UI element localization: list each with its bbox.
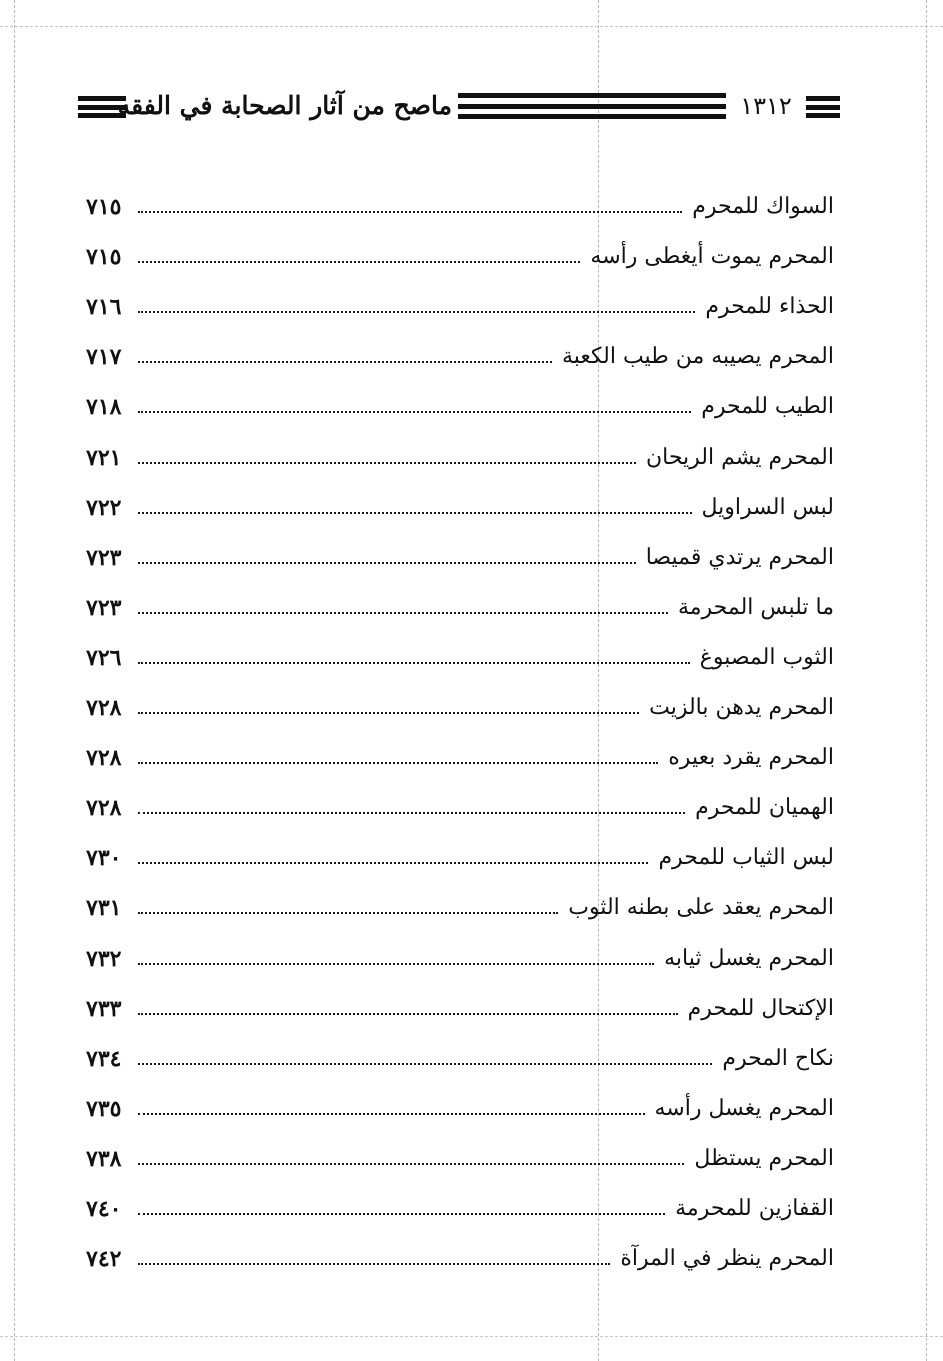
toc-entry: [86, 1224, 834, 1274]
toc-entry-title: نكاح المحرم: [722, 1045, 834, 1071]
toc-entry: [86, 172, 834, 222]
toc-entry-title: لبس الثياب للمحرم: [658, 845, 834, 871]
toc-entry-title: الإكتحال للمحرم: [687, 995, 834, 1021]
header-title: ماصح من آثار الصحابة في الفقه: [117, 91, 452, 120]
margin-guide-top: [0, 26, 943, 27]
dot-leader: [138, 211, 682, 213]
toc-entry: [86, 473, 834, 523]
dot-leader: [138, 512, 692, 514]
toc-entry: [86, 1124, 834, 1174]
dot-leader: [138, 411, 691, 413]
header-rule-middle: [458, 93, 726, 119]
toc-entry-page-number: ٧٢٣: [86, 544, 122, 571]
toc-entry: [86, 272, 834, 322]
toc-entry-page-number: ٧٤٢: [86, 1246, 122, 1273]
dot-leader: [138, 1013, 678, 1015]
toc-entry: [86, 923, 834, 973]
toc-entry-title: الهميان للمحرم: [695, 795, 834, 821]
dot-leader: [138, 1063, 712, 1065]
toc-entry-title: المحرم ينظر في المرآة: [620, 1246, 834, 1272]
toc-entry-title: المحرم يقرد بعيره: [668, 745, 834, 771]
toc-entry-page-number: ٧٢٦: [86, 644, 122, 671]
toc-entry-title: المحرم يدهن بالزيت: [649, 695, 834, 721]
toc-entry-page-number: ٧١٥: [86, 244, 122, 271]
toc-entry-page-number: ٧٤٠: [86, 1195, 122, 1222]
toc-entry: [86, 773, 834, 823]
dot-leader: [138, 612, 668, 614]
toc-entry: [86, 673, 834, 723]
toc-entry-title: ما تلبس المحرمة: [677, 594, 834, 620]
header-rule-right: [806, 96, 840, 118]
dot-leader: [138, 662, 690, 664]
dot-leader: [138, 1163, 684, 1165]
dot-leader: [138, 1213, 665, 1215]
toc-entry: [86, 322, 834, 372]
toc-entry: [86, 573, 834, 623]
toc-entry-page-number: ٧٣١: [86, 895, 122, 922]
dot-leader: [138, 862, 648, 864]
toc-entry: [86, 222, 834, 272]
toc-entry-page-number: ٧٣٣: [86, 995, 122, 1022]
dot-leader: [138, 912, 558, 914]
toc-entry-title: الحذاء للمحرم: [705, 294, 834, 320]
toc-entry: [86, 1024, 834, 1074]
toc-entry: [86, 823, 834, 873]
dot-leader: [138, 963, 654, 965]
dot-leader: [138, 762, 658, 764]
toc-entry-title: لبس السراويل: [701, 494, 834, 520]
toc-entry-page-number: ٧١٥: [86, 194, 122, 221]
header-page-number: ١٣١٢: [740, 92, 792, 120]
toc-entry-page-number: ٧٣٤: [86, 1045, 122, 1072]
toc-entry: [86, 372, 834, 422]
toc-entry-title: المحرم يموت أيغطى رأسه: [590, 244, 834, 270]
dot-leader: [138, 462, 636, 464]
toc-entry-page-number: ٧١٧: [86, 344, 122, 371]
dot-leader: [138, 1113, 645, 1115]
toc-entry-title: الطيب للمحرم: [701, 394, 834, 420]
dot-leader: [138, 311, 695, 313]
toc-entry-title: المحرم يصيبه من طيب الكعبة: [561, 344, 834, 370]
toc-entry-page-number: ٧٣٢: [86, 945, 122, 972]
toc-entry-title: المحرم يعقد على بطنه الثوب: [568, 895, 834, 921]
toc-entry-page-number: ٧٣٥: [86, 1095, 122, 1122]
toc-entry: [86, 422, 834, 472]
toc-entry-page-number: ٧١٦: [86, 294, 122, 321]
page-header: [78, 88, 840, 124]
toc-entry-title: القفازين للمحرمة: [675, 1195, 834, 1221]
toc-entry-title: المحرم يستظل: [694, 1145, 834, 1171]
dot-leader: [138, 261, 580, 263]
table-of-contents: [86, 172, 834, 1274]
toc-entry-title: المحرم يغسل رأسه: [654, 1095, 834, 1121]
toc-entry-page-number: ٧٢٢: [86, 494, 122, 521]
toc-entry-page-number: ٧٣٠: [86, 845, 122, 872]
toc-entry: [86, 1074, 834, 1124]
toc-entry-title: المحرم يغسل ثيابه: [664, 945, 834, 971]
toc-entry: [86, 974, 834, 1024]
toc-entry-page-number: ٧٢٨: [86, 745, 122, 772]
toc-entry-page-number: ٧٢١: [86, 444, 122, 471]
toc-entry-title: المحرم يشم الريحان: [645, 444, 834, 470]
dot-leader: [138, 812, 685, 814]
toc-entry-page-number: ٧٣٨: [86, 1145, 122, 1172]
dot-leader: [138, 712, 639, 714]
margin-guide-left: [14, 0, 15, 1361]
dot-leader: [138, 562, 636, 564]
toc-entry: [86, 873, 834, 923]
toc-entry-page-number: ٧٢٨: [86, 795, 122, 822]
dot-leader: [138, 1263, 610, 1265]
toc-entry-title: الثوب المصبوغ: [699, 644, 834, 670]
toc-entry: [86, 623, 834, 673]
toc-entry-page-number: ٧٢٣: [86, 594, 122, 621]
toc-entry-title: المحرم يرتدي قميصا: [645, 544, 834, 570]
toc-entry: [86, 1174, 834, 1224]
toc-entry-title: السواك للمحرم: [692, 194, 834, 220]
toc-entry-page-number: ٧٢٨: [86, 695, 122, 722]
toc-entry: [86, 523, 834, 573]
toc-entry: [86, 723, 834, 773]
dot-leader: [138, 361, 552, 363]
toc-entry-page-number: ٧١٨: [86, 394, 122, 421]
margin-guide-right: [926, 0, 927, 1361]
margin-guide-bottom: [0, 1336, 943, 1337]
